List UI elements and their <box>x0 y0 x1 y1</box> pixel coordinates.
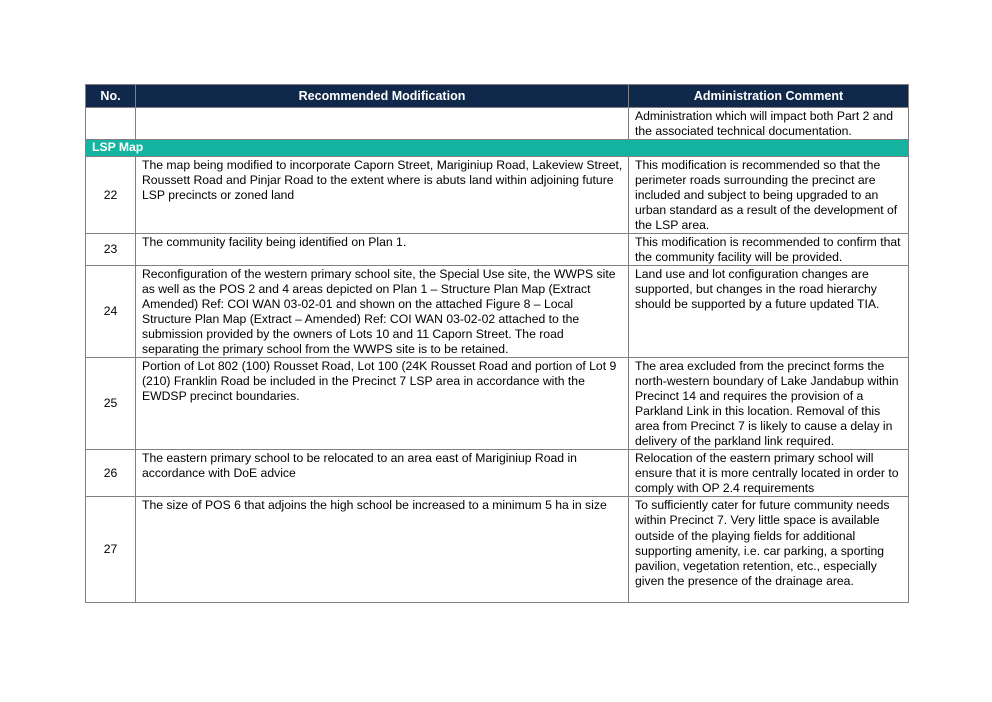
cell-no: 27 <box>86 497 136 603</box>
cell-modification: The size of POS 6 that adjoins the high school be increased to a minimum 5 ha in size <box>136 497 629 603</box>
table-row <box>86 358 909 450</box>
table-row <box>86 450 909 497</box>
cell-modification <box>136 108 629 140</box>
modifications-table <box>85 84 909 603</box>
cell-modification: Reconfiguration of the western primary school site, the Special Use site, the WWPS site as well as the POS 2 and 4 areas depicted on Plan 1 – Structure Plan Map (Extract Amended) Ref: COI WAN 03-02-01 and shown on the attached Figure 8 – Local Structure Plan Map (Extract – Amended) Ref: COI WAN 03-02-02 attached to the submission provided by the owners of Lots 10 and 11 Caporn Street. The road separating the primary school from the WWPS site is to be retained. <box>136 266 629 358</box>
cell-no: 23 <box>86 234 136 266</box>
cell-no: 22 <box>86 157 136 234</box>
table-row <box>86 266 909 358</box>
table-row <box>86 234 909 266</box>
header-no: No. <box>86 85 136 108</box>
header-administration-comment: Administration Comment <box>629 85 909 108</box>
cell-no: 26 <box>86 450 136 497</box>
cell-comment: To sufficiently cater for future community needs within Precinct 7. Very little space is available outside of the playing fields for additional supporting amenity, i.e. car parking, a sporting pavilion, vegetation retention, etc., especially given the presence of the drainage area. <box>629 497 909 603</box>
cell-modification: The map being modified to incorporate Caporn Street, Mariginiup Road, Lakeview Street, Roussett Road and Pinjar Road to the extent where is abuts land within adjoining future LSP precincts or zoned land <box>136 157 629 234</box>
table-row <box>86 497 909 603</box>
table-row <box>86 157 909 234</box>
table-header-row <box>86 85 909 108</box>
cell-comment: Land use and lot configuration changes are supported, but changes in the road hierarchy should be supported by a future updated TIA. <box>629 266 909 358</box>
cell-no: 24 <box>86 266 136 358</box>
cell-no: 25 <box>86 358 136 450</box>
cell-modification: The community facility being identified on Plan 1. <box>136 234 629 266</box>
cell-comment: This modification is recommended to confirm that the community facility will be provided. <box>629 234 909 266</box>
cell-comment: The area excluded from the precinct forms the north-western boundary of Lake Jandabup within Precinct 14 and requires the provision of a Parkland Link in this location. Removal of this area from Precinct 7 is likely to cause a delay in delivery of the parkland link required. <box>629 358 909 450</box>
header-recommended-modification: Recommended Modification <box>136 85 629 108</box>
cell-comment: Administration which will impact both Part 2 and the associated technical documentation. <box>629 108 909 140</box>
cell-modification: Portion of Lot 802 (100) Rousset Road, Lot 100 (24K Rousset Road and portion of Lot 9 (210) Franklin Road be included in the Precinct 7 LSP area in accordance with the EWDSP precinct boundaries. <box>136 358 629 450</box>
section-row-lsp-map <box>86 140 909 157</box>
cell-no <box>86 108 136 140</box>
cell-modification: The eastern primary school to be relocated to an area east of Mariginiup Road in accordance with DoE advice <box>136 450 629 497</box>
cell-comment: Relocation of the eastern primary school will ensure that it is more centrally located in order to comply with OP 2.4 requirements <box>629 450 909 497</box>
cell-comment: This modification is recommended so that the perimeter roads surrounding the precinct are included and subject to being upgraded to an urban standard as a result of the development of the LSP area. <box>629 157 909 234</box>
table-row-continuation <box>86 108 909 140</box>
section-title: LSP Map <box>86 140 909 157</box>
